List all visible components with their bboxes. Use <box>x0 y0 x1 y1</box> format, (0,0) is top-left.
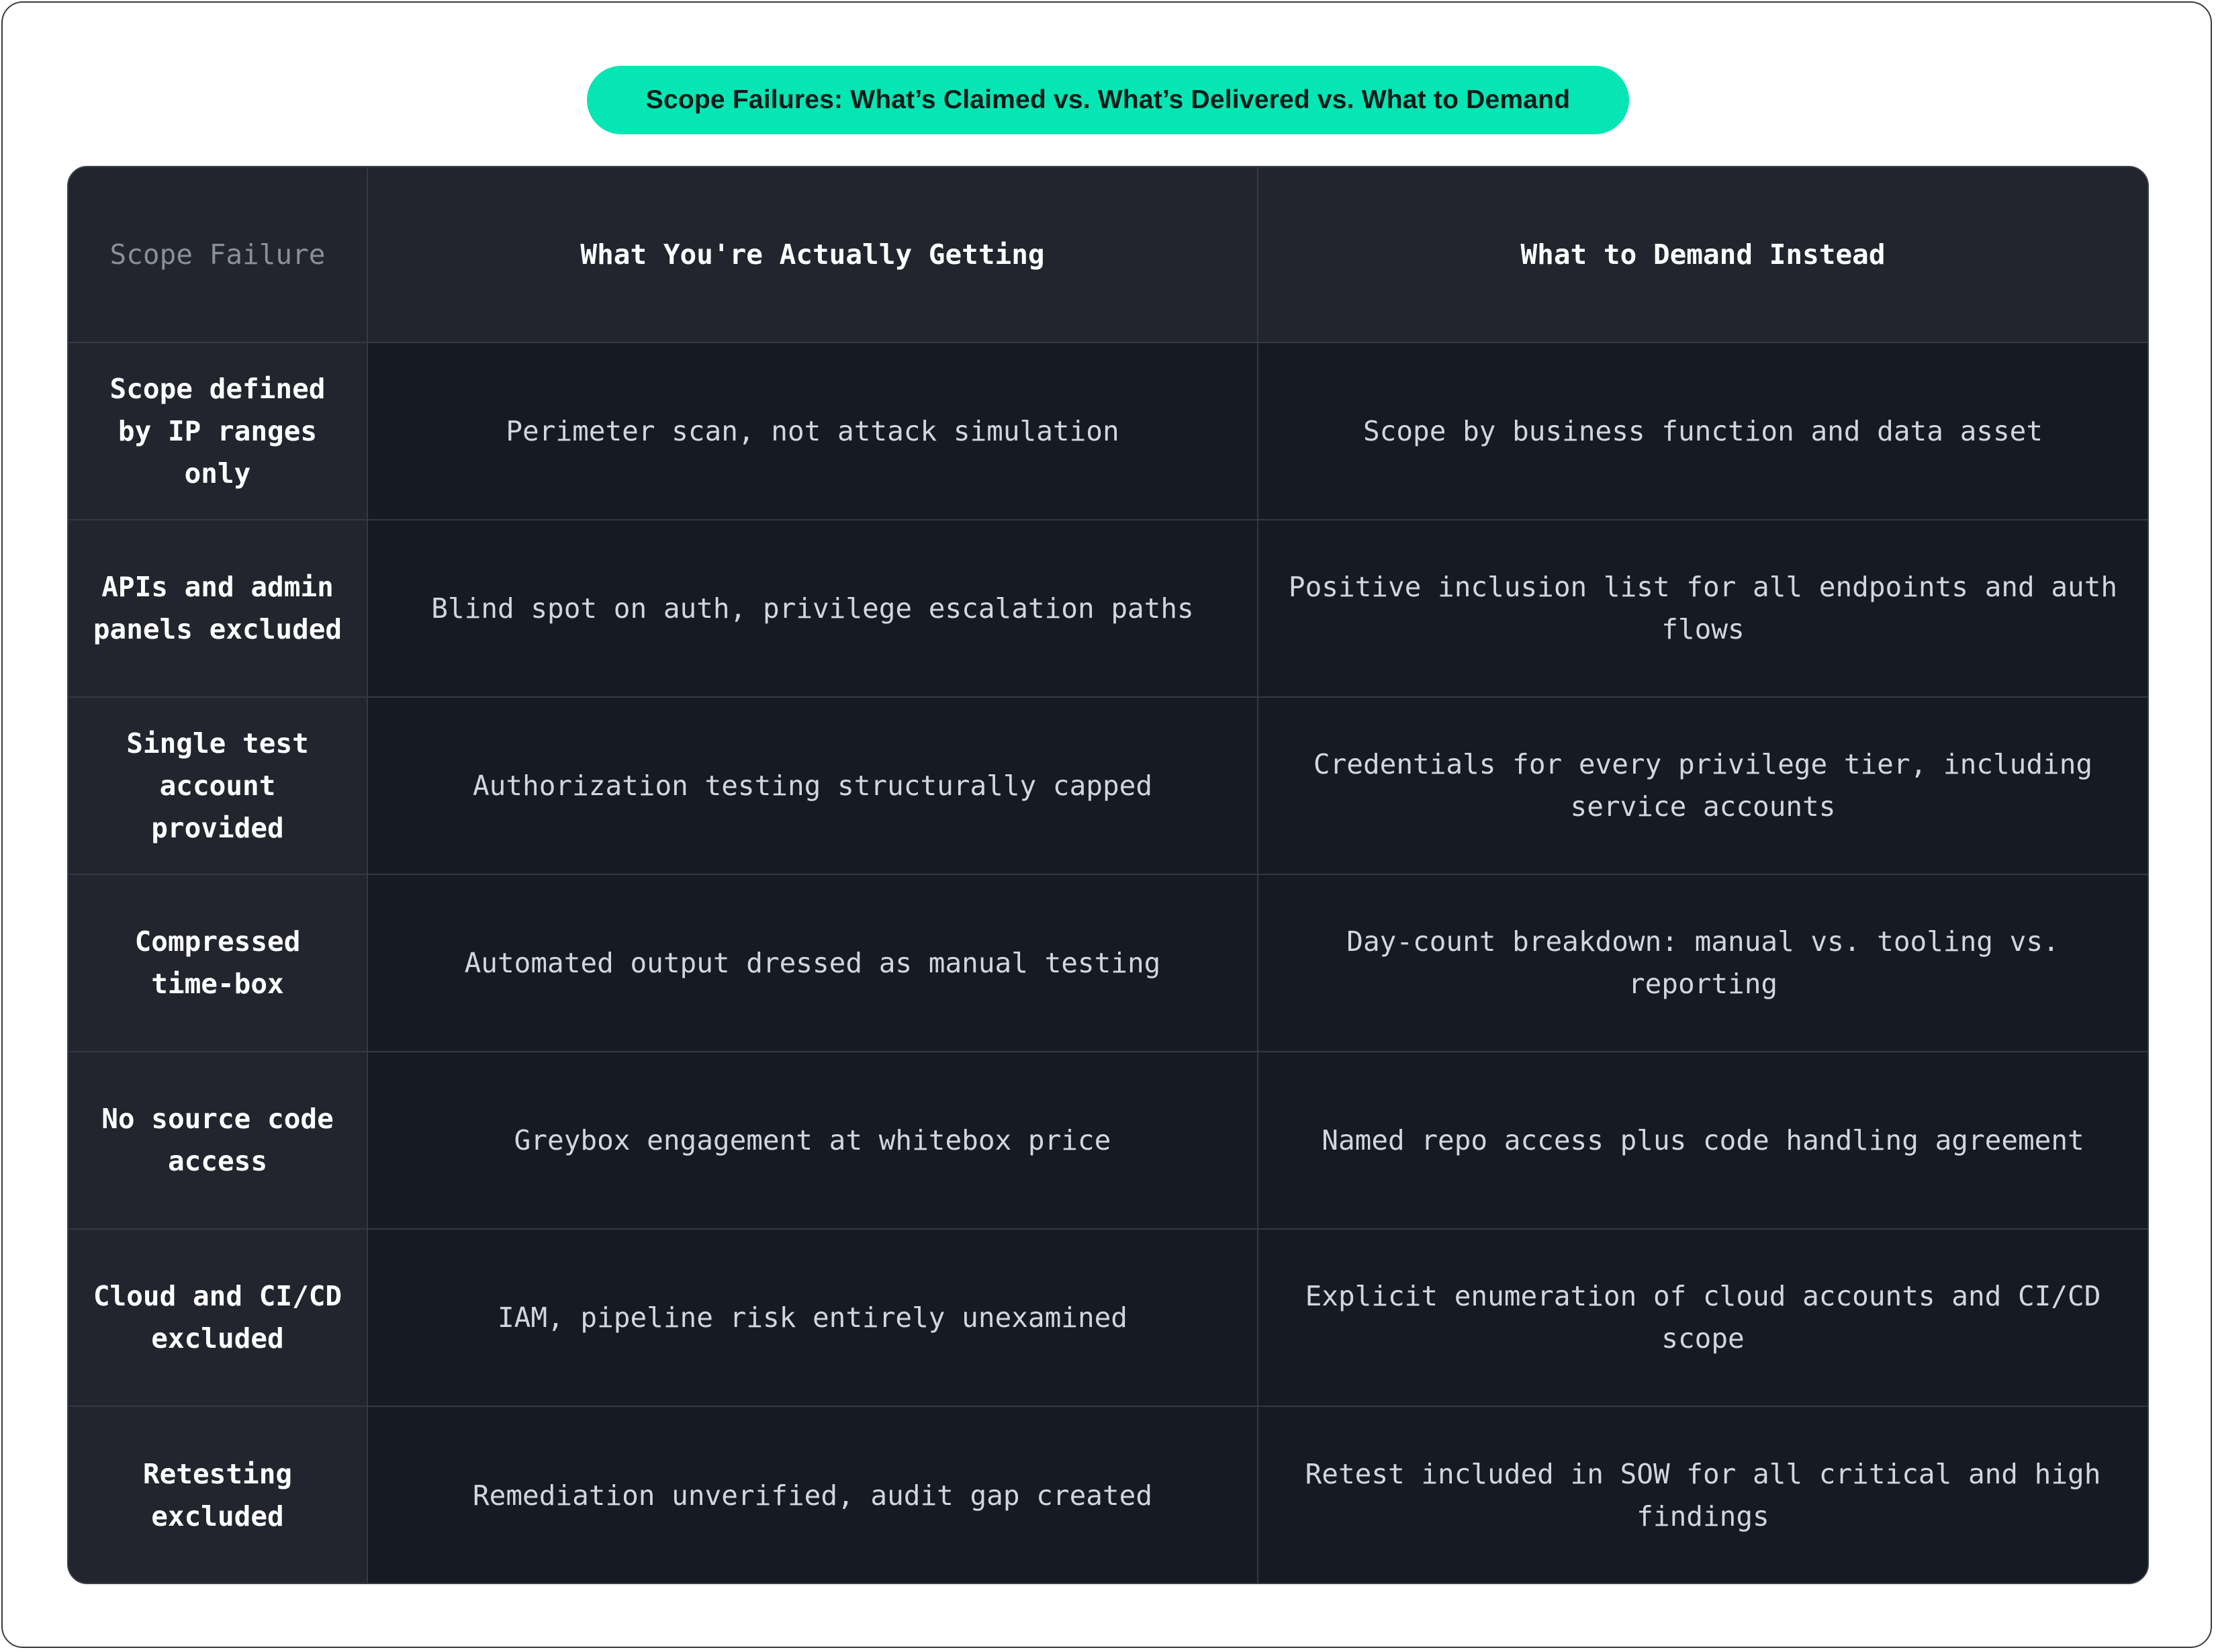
row-actually-getting: Blind spot on auth, privilege escalation paths <box>368 520 1258 698</box>
row-actually-getting: Greybox engagement at whitebox price <box>368 1052 1258 1230</box>
column-header-demand-instead: What to Demand Instead <box>1258 167 2148 343</box>
row-scope-failure: Cloud and CI/CD excluded <box>68 1230 368 1407</box>
column-header-actually-getting: What You're Actually Getting <box>368 167 1258 343</box>
row-demand-instead: Day-count breakdown: manual vs. tooling vs. reporting <box>1258 875 2148 1052</box>
row-demand-instead: Scope by business function and data asset <box>1258 343 2148 520</box>
comparison-table <box>67 166 2149 1584</box>
row-actually-getting: Authorization testing structurally capped <box>368 698 1258 875</box>
column-header-scope-failure: Scope Failure <box>68 167 368 343</box>
row-demand-instead: Retest included in SOW for all critical and high findings <box>1258 1407 2148 1584</box>
row-demand-instead: Named repo access plus code handling agreement <box>1258 1052 2148 1230</box>
row-actually-getting: IAM, pipeline risk entirely unexamined <box>368 1230 1258 1407</box>
row-demand-instead: Positive inclusion list for all endpoints and auth flows <box>1258 520 2148 698</box>
row-scope-failure: No source code access <box>68 1052 368 1230</box>
row-scope-failure: Retesting excluded <box>68 1407 368 1584</box>
row-scope-failure: Compressed time-box <box>68 875 368 1052</box>
row-scope-failure: Single test account provided <box>68 698 368 875</box>
page-title: Scope Failures: What’s Claimed vs. What’s Delivered vs. What to Demand <box>587 66 1629 134</box>
row-actually-getting: Perimeter scan, not attack simulation <box>368 343 1258 520</box>
row-actually-getting: Remediation unverified, audit gap created <box>368 1407 1258 1584</box>
row-demand-instead: Credentials for every privilege tier, including service accounts <box>1258 698 2148 875</box>
row-scope-failure: APIs and admin panels excluded <box>68 520 368 698</box>
row-actually-getting: Automated output dressed as manual testing <box>368 875 1258 1052</box>
row-demand-instead: Explicit enumeration of cloud accounts and CI/CD scope <box>1258 1230 2148 1407</box>
row-scope-failure: Scope defined by IP ranges only <box>68 343 368 520</box>
